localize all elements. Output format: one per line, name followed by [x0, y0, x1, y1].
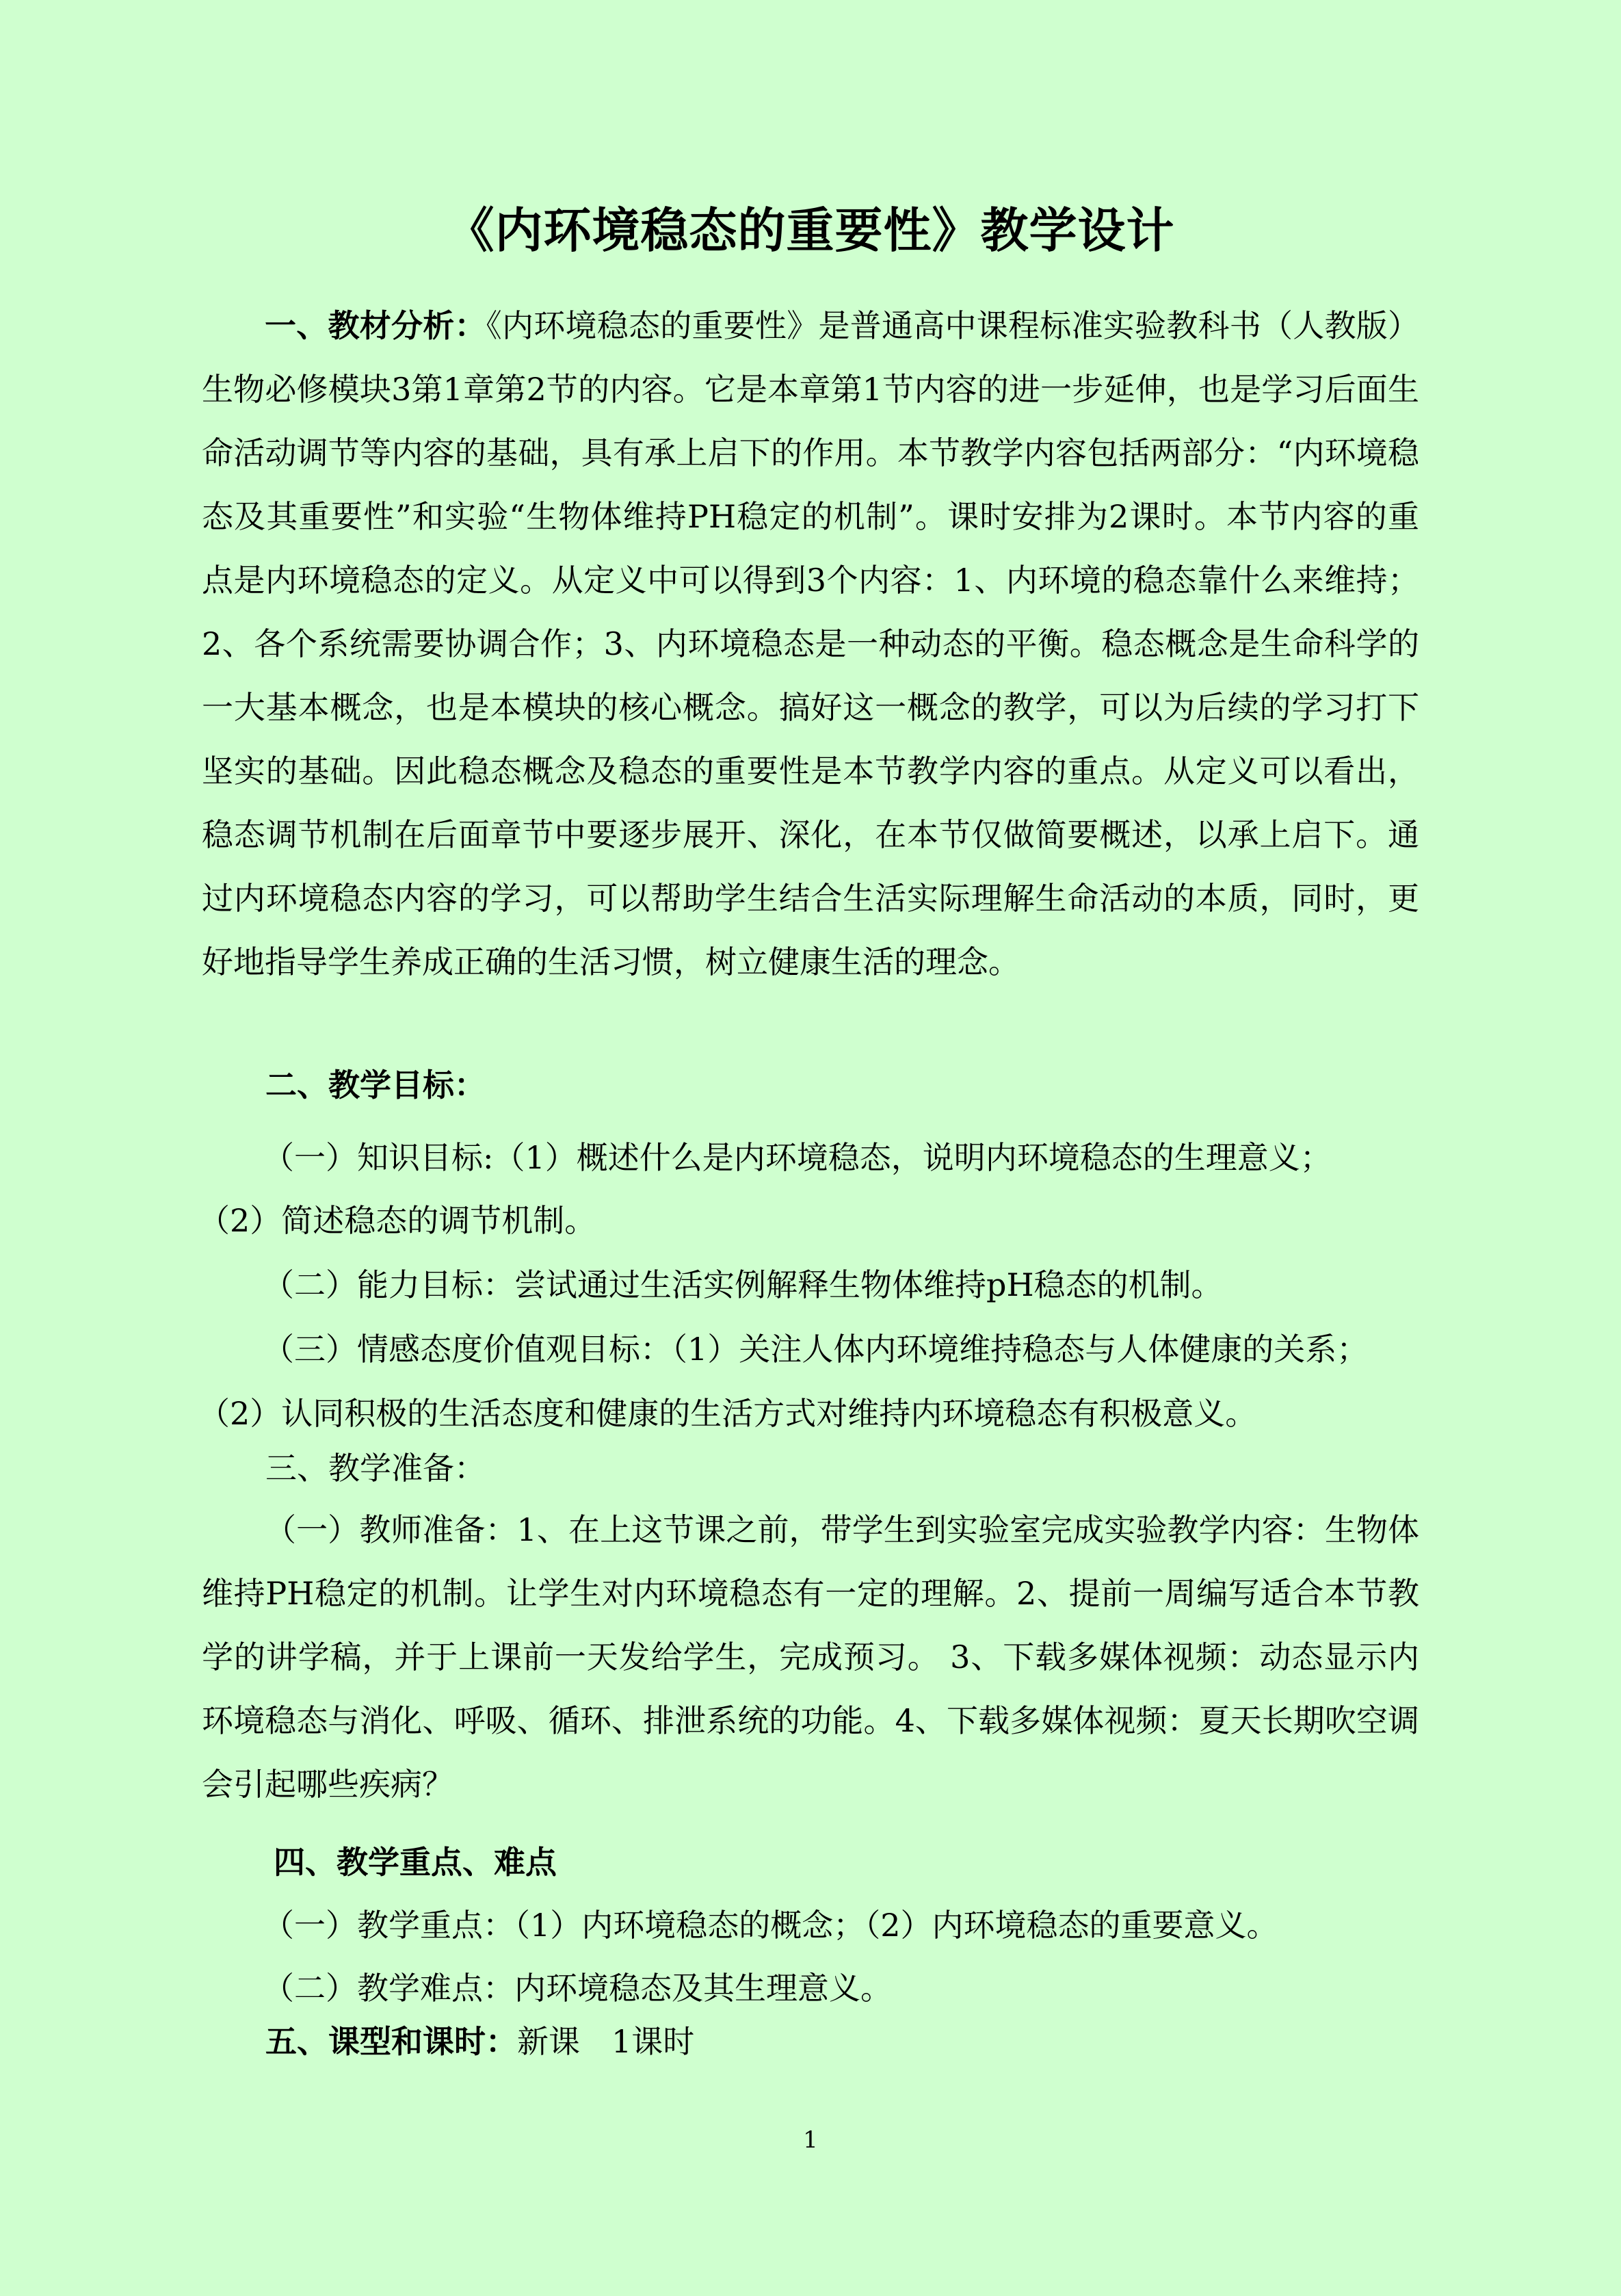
- section-textbook-analysis: [202, 294, 1419, 994]
- section-heading: 一、教材分析：: [265, 307, 486, 344]
- section-heading: 二、教学目标：: [265, 1067, 486, 1104]
- key-point-line: （一）教学重点：（1）内环境稳态的概念；（2）内环境稳态的重要意义。: [263, 1907, 1278, 1944]
- attitude-goal-line: （三）情感态度价值观目标：（1）关注人体内环境维持稳态与人体健康的关系；: [263, 1331, 1369, 1368]
- document-title: 《内环境稳态的重要性》教学设计: [446, 203, 1175, 259]
- section-heading: 三、教学准备：: [265, 1450, 486, 1487]
- section-heading: 五、课型和课时：: [265, 2023, 517, 2060]
- attitude-goal-line: （2）认同积极的生活态度和健康的生活方式对维持内环境稳态有积极意义。: [198, 1395, 1257, 1432]
- section-class-type: [265, 2021, 1497, 2062]
- paragraph-text: （一）教师准备：1、在上这节课之前，带学生到实验室完成实验教学内容：生物体维持PH稳定的机制。让学生对内环境稳态有一定的理解。2、提前一周编写适合本节教学的讲学稿，并于上课前一天发给学生，完成预习。 3、下载多媒体视频：动态显示内环境稳态与消化、呼吸、循环、排泄系统的功能。4、下载多媒体视频：夏天长期吹空调会引起哪些疾病？: [202, 1511, 1419, 1803]
- difficult-point-line: （二）教学难点：内环境稳态及其生理意义。: [263, 1970, 892, 2007]
- section-heading: 四、教学重点、难点: [274, 1844, 557, 1881]
- section-teaching-preparation: [202, 1498, 1419, 1816]
- paragraph-text: 《内环境稳态的重要性》是普通高中课程标准实验教科书（人教版）生物必修模块3第1章第2节的内容。它是本章第1节内容的进一步延伸，也是学习后面生命活动调节等内容的基础，具有承上启下的作用。本节教学内容包括两部分：“内环境稳态及其重要性”和实验“生物体维持PH稳定的机制”。课时安排为2课时。本节内容的重点是内环境稳态的定义。从定义中可以得到3个内容：1、内环境的稳态靠什么来维持；2、各个系统需要协调合作；3、内环境稳态是一种动态的平衡。稳态概念是生命科学的一大基本概念，也是本模块的核心概念。搞好这一概念的教学，可以为后续的学习打下坚实的基础。因此稳态概念及稳态的重要性是本节教学内容的重点。从定义可以看出，稳态调节机制在后面章节中要逐步展开、深化，在本节仅做简要概述，以承上启下。通过内环境稳态内容的学习，可以帮助学生结合生活实际理解生命活动的本质，同时，更好地指导学生养成正确的生活习惯，树立健康生活的理念。: [202, 307, 1419, 980]
- paragraph: [202, 294, 1419, 994]
- knowledge-goal-line: （一）知识目标:（1）概述什么是内环境稳态，说明内环境稳态的生理意义；: [263, 1139, 1332, 1176]
- ability-goal-line: （二）能力目标：尝试通过生活实例解释生物体维持pH稳态的机制。: [263, 1266, 1223, 1303]
- knowledge-goal-line: （2）简述稳态的调节机制。: [198, 1202, 596, 1239]
- class-type-text: 新课 1课时: [517, 2023, 695, 2060]
- page-number: 1: [803, 2126, 818, 2154]
